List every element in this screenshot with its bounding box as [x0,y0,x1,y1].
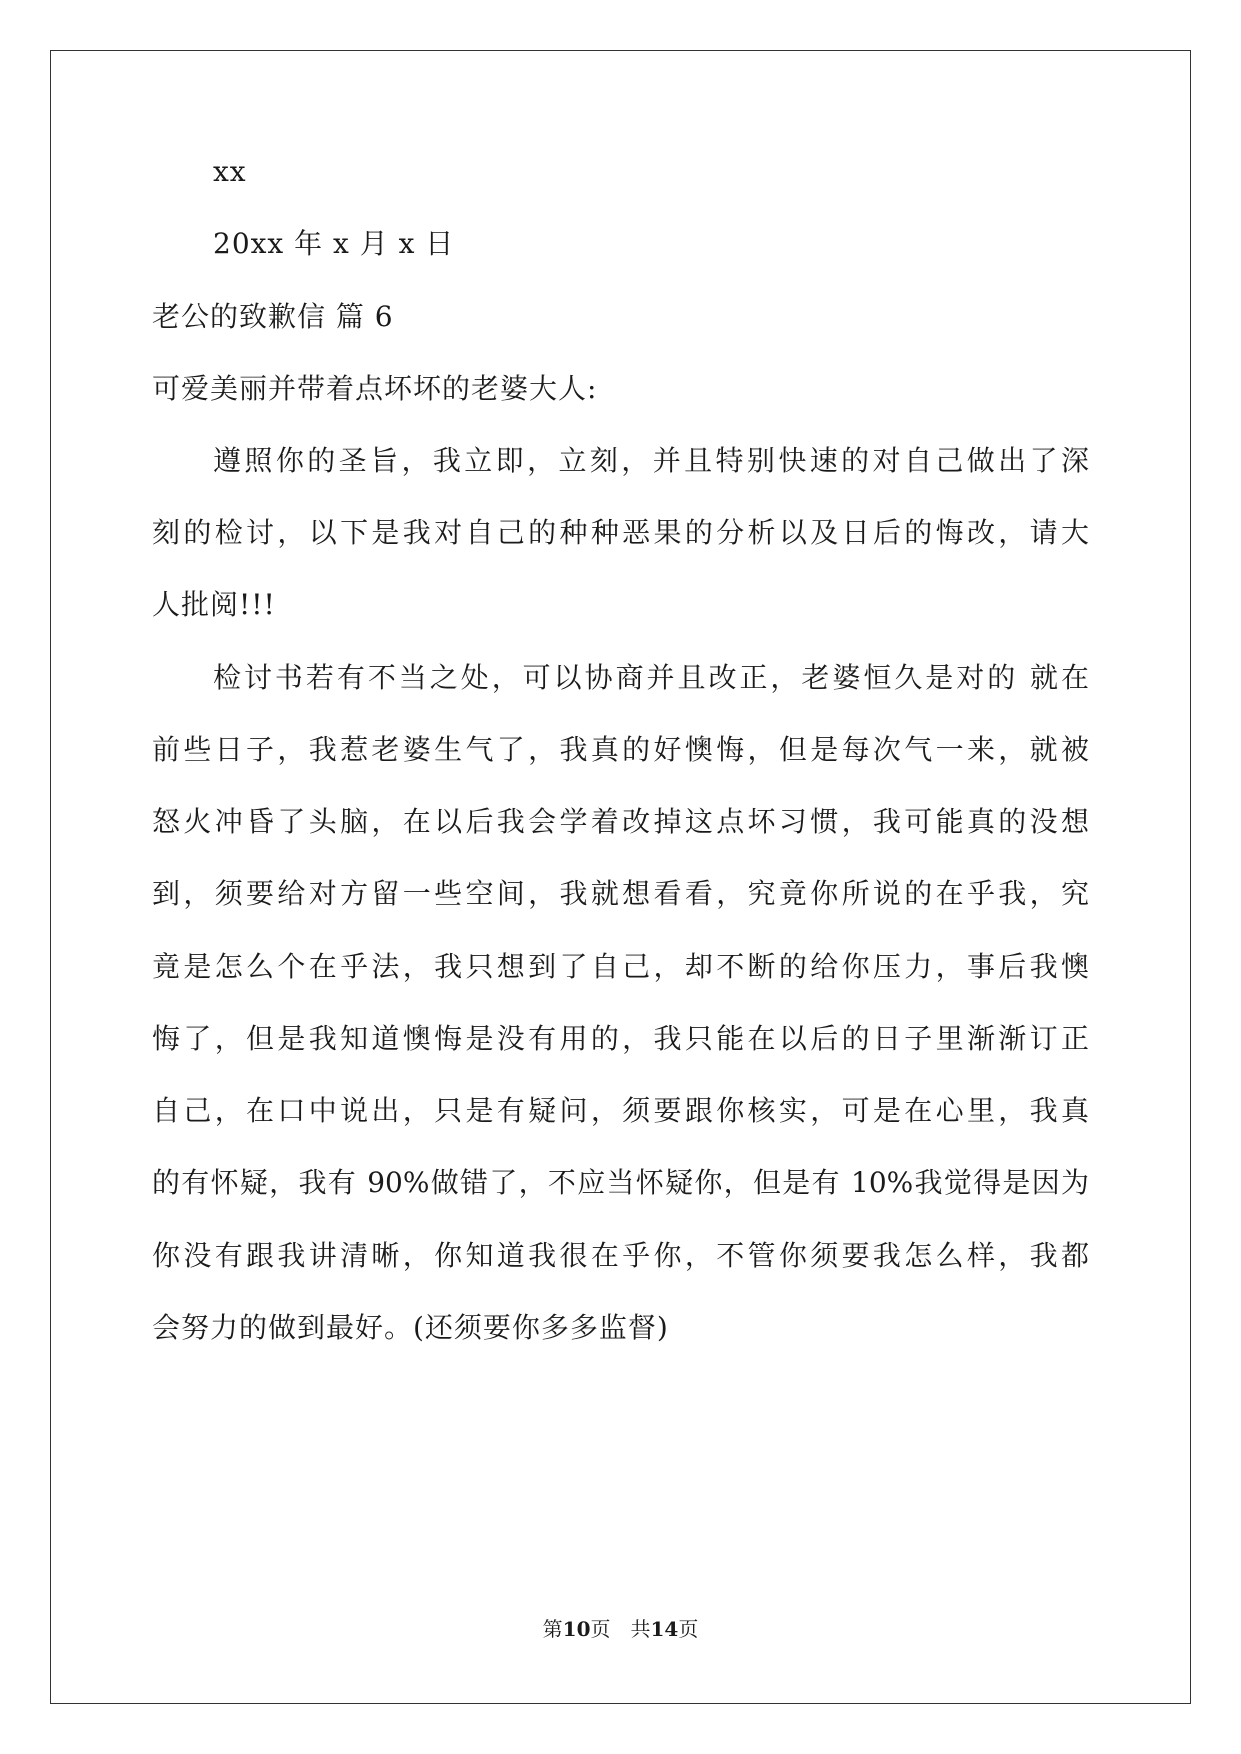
paragraph2-line: 怒火冲昏了头脑，在以后我会学着改掉这点坏习惯，我可能真的没想 [152,805,1089,838]
footer-mid: 页 共 [590,1617,651,1641]
paragraph2-line: 检讨书若有不当之处，可以协商并且改正，老婆恒久是对的 就在 [213,661,1089,694]
paragraph2-line: 会努力的做到最好。(还须要你多多监督) [152,1311,669,1344]
page-footer [0,1614,1241,1644]
letter-date: 20xx 年 x 月 x 日 [213,227,455,260]
paragraph1-line: 刻的检讨，以下是我对自己的种种恶果的分析以及日后的悔改，请大 [152,516,1089,549]
paragraph2-line: 到，须要给对方留一些空间，我就想看看，究竟你所说的在乎我，究 [152,877,1089,910]
paragraph1-line: 人批阅!!! [152,588,276,621]
paragraph2-line: 前些日子，我惹老婆生气了，我真的好懊悔，但是每次气一来，就被 [152,733,1089,766]
paragraph1-line: 遵照你的圣旨，我立即，立刻，并且特别快速的对自己做出了深 [213,444,1089,477]
section-title: 老公的致歉信 篇 6 [152,300,394,333]
paragraph2-line: 你没有跟我讲清晰，你知道我很在乎你，不管你须要我怎么样，我都 [152,1239,1089,1272]
salutation: 可爱美丽并带着点坏坏的老婆大人: [152,372,598,405]
paragraph2-line: 的有怀疑，我有 90%做错了，不应当怀疑你，但是有 10%我觉得是因为 [152,1166,1089,1199]
footer-suffix: 页 [678,1617,699,1641]
footer-page-current: 10 [562,1617,591,1641]
signature: xx [213,155,247,188]
paragraph2-line: 悔了，但是我知道懊悔是没有用的，我只能在以后的日子里渐渐订正 [152,1022,1089,1055]
footer-prefix: 第 [542,1617,563,1641]
paragraph2-line: 自己，在口中说出，只是有疑问，须要跟你核实，可是在心里，我真 [152,1094,1089,1127]
paragraph2-line: 竟是怎么个在乎法，我只想到了自己，却不断的给你压力，事后我懊 [152,950,1089,983]
footer-page-total: 14 [650,1617,679,1641]
